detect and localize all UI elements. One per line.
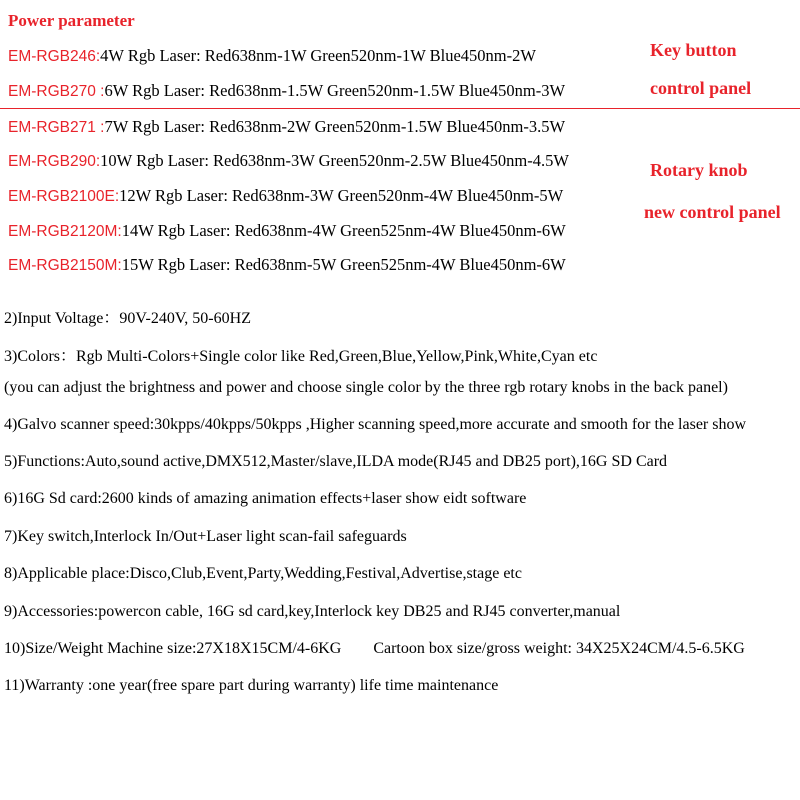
spec-warranty: 11)Warranty :one year(free spare part during warranty) life time maintenance	[4, 677, 499, 694]
model-row	[8, 81, 565, 101]
rotary-panel-label-line1: Rotary knob	[650, 160, 748, 180]
model-spec: 7W Rgb Laser: Red638nm-2W Green520nm-1.5W Blue450nm-3.5W	[104, 117, 566, 136]
spec-size-weight: 10)Size/Weight Machine size:27X18X15CM/4-6KG Cartoon box size/gross weight: 34X25X24CM/4.5-6.5KG	[4, 640, 745, 657]
model-row	[8, 255, 566, 275]
model-spec: 15W Rgb Laser: Red638nm-5W Green525nm-4W Blue450nm-6W	[121, 255, 566, 274]
rotary-panel-label-line2: new control panel	[644, 202, 781, 222]
spec-colors-note: (you can adjust the brightness and power and choose single color by the three rgb rotary knobs in the back panel)	[4, 379, 728, 396]
model-row	[8, 117, 565, 137]
spec-colors: 3)Colors：Rgb Multi-Colors+Single color like Red,Green,Blue,Yellow,Pink,White,Cyan etc	[4, 348, 598, 365]
model-row	[8, 221, 566, 241]
spec-applicable-place: 8)Applicable place:Disco,Club,Event,Party,Wedding,Festival,Advertise,stage etc	[4, 565, 522, 582]
model-name: EM-RGB2150M:	[8, 257, 122, 274]
power-parameter-title: Power parameter	[8, 11, 135, 30]
model-spec: 14W Rgb Laser: Red638nm-4W Green525nm-4W Blue450nm-6W	[121, 221, 566, 240]
key-panel-label-line1: Key button	[650, 40, 737, 60]
model-row	[8, 186, 563, 206]
spec-input-voltage: 2)Input Voltage：90V-240V, 50-60HZ	[4, 310, 251, 327]
spec-safety: 7)Key switch,Interlock In/Out+Laser light scan-fail safeguards	[4, 528, 407, 545]
divider-line	[0, 108, 800, 109]
model-name: EM-RGB290:	[8, 153, 101, 170]
model-spec: 12W Rgb Laser: Red638nm-3W Green520nm-4W Blue450nm-5W	[119, 186, 564, 205]
model-spec: 6W Rgb Laser: Red638nm-1.5W Green520nm-1.5W Blue450nm-3W	[104, 81, 566, 100]
model-name: EM-RGB2120M:	[8, 223, 122, 240]
spec-galvo-speed: 4)Galvo scanner speed:30kpps/40kpps/50kpps ,Higher scanning speed,more accurate and smooth for the laser show	[4, 416, 747, 433]
model-name: EM-RGB246:	[8, 48, 101, 65]
model-row	[8, 151, 569, 171]
model-spec: 4W Rgb Laser: Red638nm-1W Green520nm-1W Blue450nm-2W	[100, 46, 536, 65]
key-panel-label-line2: control panel	[650, 78, 752, 98]
model-name: EM-RGB270 :	[8, 83, 105, 100]
model-name: EM-RGB271 :	[8, 119, 105, 136]
spec-functions: 5)Functions:Auto,sound active,DMX512,Master/slave,ILDA mode(RJ45 and DB25 port),16G SD Card	[4, 453, 668, 470]
model-row	[8, 46, 536, 66]
model-name: EM-RGB2100E:	[8, 188, 120, 205]
model-spec: 10W Rgb Laser: Red638nm-3W Green520nm-2.5W Blue450nm-4.5W	[100, 151, 569, 170]
spec-sd-card: 6)16G Sd card:2600 kinds of amazing animation effects+laser show eidt software	[4, 490, 527, 507]
spec-accessories: 9)Accessories:powercon cable, 16G sd card,key,Interlock key DB25 and RJ45 converter,manual	[4, 603, 621, 620]
